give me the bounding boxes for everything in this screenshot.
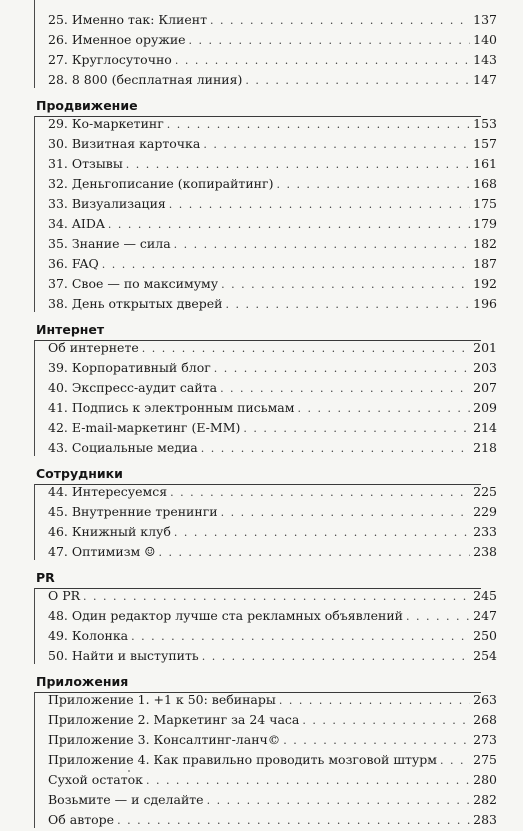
dot-leader [158,543,470,563]
toc-entry-title: Об интернете [48,340,139,355]
toc-entry-title: 25. Именно так: Клиент [48,12,207,27]
toc-entry[interactable] [48,338,497,358]
dot-leader [297,399,470,419]
dot-leader [167,115,470,135]
toc-entry-page-number: 280 [473,772,497,787]
toc-entry[interactable] [48,770,497,790]
toc-entry-page-number: 168 [473,176,497,191]
toc-entry-page-number: 229 [473,504,497,519]
dot-leader [440,751,470,771]
toc-entry-title: 47. Оптимизм ☺ [48,544,156,559]
dot-leader [220,379,470,399]
toc-entry-page-number: 182 [473,236,497,251]
toc-entry-page-number: 233 [473,524,497,539]
toc-entry-title: 36. FAQ [48,256,99,271]
dot-leader [221,275,470,295]
toc-entry-title: 41. Подпись к электронным письмам [48,400,295,415]
toc-entry-title: 29. Ко-маркетинг [48,116,164,131]
toc-entry-page-number: 268 [473,712,497,727]
toc-entry[interactable] [48,398,497,418]
toc-entry-page-number: 203 [473,360,497,375]
toc-entry[interactable] [48,810,497,830]
section-bracket-line [34,484,35,560]
toc-entry[interactable] [48,294,497,314]
toc-entry[interactable] [48,50,497,70]
toc-entry-title: О PR [48,588,81,603]
toc-entry[interactable] [48,274,497,294]
toc-entry-page-number: 196 [473,296,497,311]
toc-entry[interactable] [48,646,497,666]
toc-entry-page-number: 273 [473,732,497,747]
section-bracket-line [34,340,35,456]
toc-entry[interactable] [48,606,497,626]
toc-entry-page-number: 143 [473,52,497,67]
section-bracket-line [34,692,35,828]
toc-entry-title: 35. Знание — сила [48,236,171,251]
toc-entry-title: 49. Колонка [48,628,129,643]
toc-entry-title: Приложение 4. Как правильно проводить мозговой штурм [48,752,437,767]
toc-entry-page-number: 209 [473,400,497,415]
section-bracket-line [34,588,35,664]
toc-entry-page-number: 282 [473,792,497,807]
toc-entry-title: 31. Отзывы [48,156,123,171]
section-title-pr: PR [36,570,55,585]
toc-entry-title: 26. Именное оружие [48,32,186,47]
toc-entry-title: 44. Интересуемся [48,484,168,499]
toc-entry-page-number: 250 [473,628,497,643]
toc-entry[interactable] [48,254,497,274]
section-title-интернет: Интернет [36,322,105,337]
toc-entry-title: 46. Книжный клуб [48,524,171,539]
toc-entry-title: 50. Найти и выступить [48,648,199,663]
dot-leader [243,419,470,439]
toc-entry[interactable] [48,542,497,562]
dot-leader [202,647,470,667]
toc-entry-title: 40. Экспресс-аудит сайта [48,380,218,395]
toc-entry-page-number: 214 [473,420,497,435]
dot-leader [406,607,470,627]
toc-entry-page-number: 161 [473,156,497,171]
toc-entry-page-number: 283 [473,812,497,827]
toc-entry[interactable] [48,154,497,174]
toc-entry-page-number: 179 [473,216,497,231]
toc-entry[interactable] [48,710,497,730]
section-title-продвижение: Продвижение [36,98,138,113]
toc-entry[interactable] [48,502,497,522]
dot-leader [214,359,470,379]
toc-entry[interactable] [48,438,497,458]
toc-entry[interactable] [48,750,497,770]
dot-leader [117,811,470,831]
toc-entry[interactable] [48,174,497,194]
toc-entry[interactable] [48,690,497,710]
dot-leader [175,51,470,71]
toc-entry[interactable] [48,790,497,810]
toc-entry[interactable] [48,134,497,154]
dot-leader [221,503,470,523]
toc-entry[interactable] [48,70,497,90]
toc-entry[interactable] [48,482,497,502]
toc-entry-title: Приложение 1. +1 к 50: вебинары [48,692,276,707]
toc-entry-title: Приложение 3. Консалтинг-ланч© [48,732,281,747]
toc-entry[interactable] [48,418,497,438]
toc-entry-page-number: 247 [473,608,497,623]
toc-entry[interactable] [48,522,497,542]
dot-leader [279,691,470,711]
dot-leader [245,71,470,91]
toc-entry-page-number: 147 [473,72,497,87]
paper-speck [128,770,130,772]
toc-entry[interactable] [48,10,497,30]
toc-entry[interactable] [48,194,497,214]
dot-leader [83,587,470,607]
toc-entry-title: 27. Круглосуточно [48,52,172,67]
toc-entry-title: 43. Социальные медиа [48,440,198,455]
dot-leader [225,295,470,315]
toc-entry-title: 39. Корпоративный блог [48,360,211,375]
toc-entry[interactable] [48,586,497,606]
dot-leader [283,731,470,751]
toc-entry-page-number: 192 [473,276,497,291]
toc-entry-page-number: 275 [473,752,497,767]
dot-leader [189,31,470,51]
toc-entry-page-number: 187 [473,256,497,271]
section-bracket-line [34,116,35,312]
toc-entry-page-number: 254 [473,648,497,663]
toc-entry-title: 37. Свое — по максимуму [48,276,219,291]
toc-entry-title: 33. Визуализация [48,196,166,211]
dot-leader [210,11,470,31]
toc-entry-title: 48. Один редактор лучше ста рекламных объявлений [48,608,403,623]
toc-entry-title: 42. E-mail-маркетинг (E-MM) [48,420,241,435]
toc-entry-title: Возьмите — и сделайте [48,792,204,807]
toc-entry-page-number: 225 [473,484,497,499]
toc-entry-title: Об авторе [48,812,115,827]
toc-entry-page-number: 140 [473,32,497,47]
toc-entry-page-number: 263 [473,692,497,707]
dot-leader [108,215,470,235]
toc-entry-title: 45. Внутренние тренинги [48,504,218,519]
dot-leader [146,771,470,791]
toc-entry[interactable] [48,214,497,234]
toc-entry[interactable] [48,114,497,134]
toc-entry-page-number: 245 [473,588,497,603]
dot-leader [203,135,470,155]
toc-entry[interactable] [48,30,497,50]
toc-entry[interactable] [48,358,497,378]
section-bracket-line [34,0,35,88]
toc-entry[interactable] [48,730,497,750]
toc-entry-title: 30. Визитная карточка [48,136,201,151]
toc-entry[interactable] [48,626,497,646]
toc-entry-title: Приложение 2. Маркетинг за 24 часа [48,712,300,727]
toc-entry-page-number: 175 [473,196,497,211]
dot-leader [131,627,470,647]
toc-entry[interactable] [48,378,497,398]
dot-leader [126,155,470,175]
toc-entry-page-number: 238 [473,544,497,559]
dot-leader [102,255,470,275]
dot-leader [201,439,470,459]
section-title-приложения: Приложения [36,674,129,689]
dot-leader [170,483,470,503]
toc-entry-page-number: 157 [473,136,497,151]
toc-entry-title: Сухой остаток [48,772,143,787]
dot-leader [302,711,470,731]
toc-entry-page-number: 218 [473,440,497,455]
dot-leader [142,339,470,359]
toc-entry-title: 28. 8 800 (бесплатная линия) [48,72,243,87]
dot-leader [276,175,470,195]
dot-leader [174,523,470,543]
toc-entry-page-number: 137 [473,12,497,27]
toc-entry-title: 38. День открытых дверей [48,296,223,311]
dot-leader [169,195,470,215]
toc-entry-title: 32. Деньгописание (копирайтинг) [48,176,274,191]
toc-entry-page-number: 153 [473,116,497,131]
toc-entry-page-number: 201 [473,340,497,355]
toc-entry-title: 34. AIDA [48,216,105,231]
section-title-сотрудники: Сотрудники [36,466,123,481]
toc-entry[interactable] [48,234,497,254]
toc-entry-page-number: 207 [473,380,497,395]
dot-leader [207,791,470,811]
dot-leader [174,235,470,255]
